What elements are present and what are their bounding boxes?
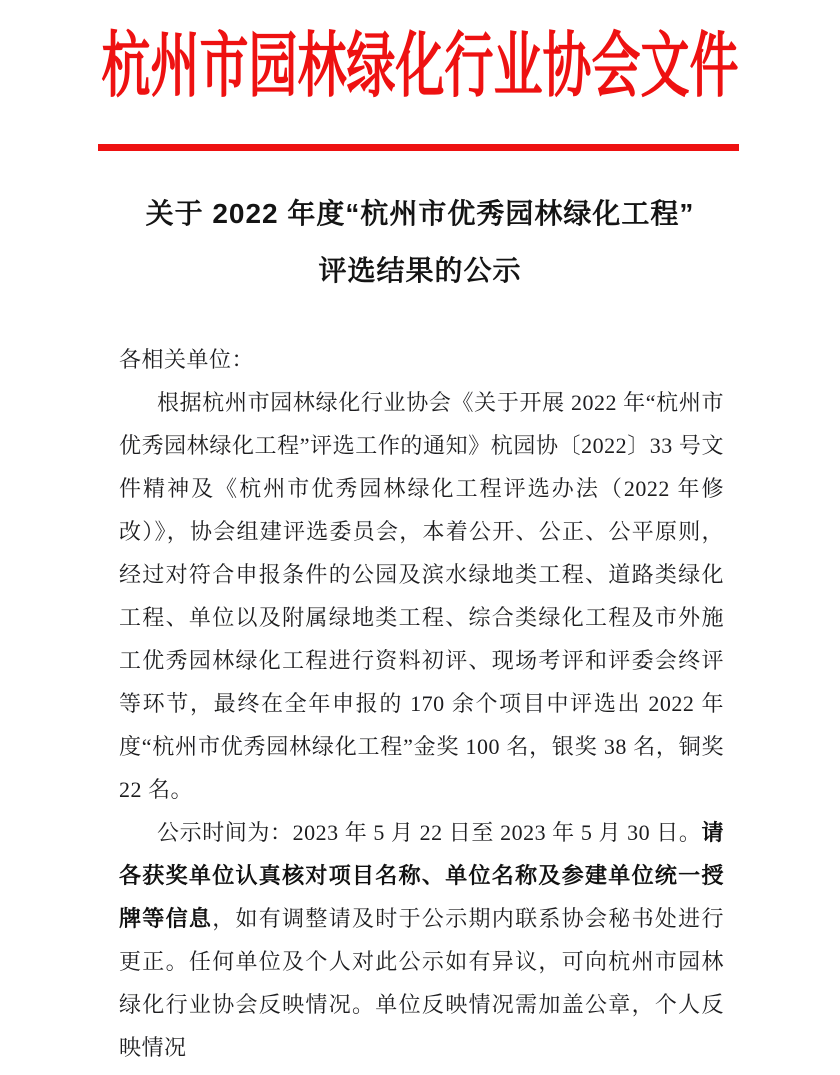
document-body (119, 338, 724, 1069)
document-title-line-1: 关于 2022 年度“杭州市优秀园林绿化工程” (145, 198, 695, 229)
paragraph-2 (119, 811, 724, 1069)
letterhead-org-title: 杭州市园林绿化行业协会文件 (101, 26, 739, 107)
document-title (0, 185, 840, 299)
red-divider-line (98, 144, 739, 151)
paragraph-2-bold-notice: 请各获奖单位认真核对项目名称、单位名称及参建单位统一授牌等信息 (119, 820, 724, 931)
paragraph-1: 根据杭州市园林绿化行业协会《关于开展 2022 年“杭州市优秀园林绿化工程”评选工作的通知》杭园协〔2022〕33 号文件精神及《杭州市优秀园林绿化工程评选办法（2022 年修改）》，协会组建评选委员会，本着公开、公正、公平原则，经过对符合申报条件的公园及滨水绿地类工程、道路类绿化工程、单位以及附属绿地类工程、综合类绿化工程及市外施工优秀园林绿化工程进行资料初评、现场考评和评委会终评等环节，最终在全年申报的 170 余个项目中评选出 2022 年度“杭州市优秀园林绿化工程”金奖 100 名，银奖 38 名，铜奖 22 名。 (119, 390, 724, 802)
document-title-line-2: 评选结果的公示 (318, 255, 522, 286)
paragraph-2-publicity-period: 公示时间为：2023 年 5 月 22 日至 2023 年 5 月 30 日。 (157, 820, 702, 845)
salutation: 各相关单位： (119, 347, 255, 372)
paragraph-2-continuation: ，如有调整请及时于公示期内联系协会秘书处进行更正。任何单位及个人对此公示如有异议，可向杭州市园林绿化行业协会反映情况。单位反映情况需加盖公章，个人反映情况 (119, 906, 724, 1060)
